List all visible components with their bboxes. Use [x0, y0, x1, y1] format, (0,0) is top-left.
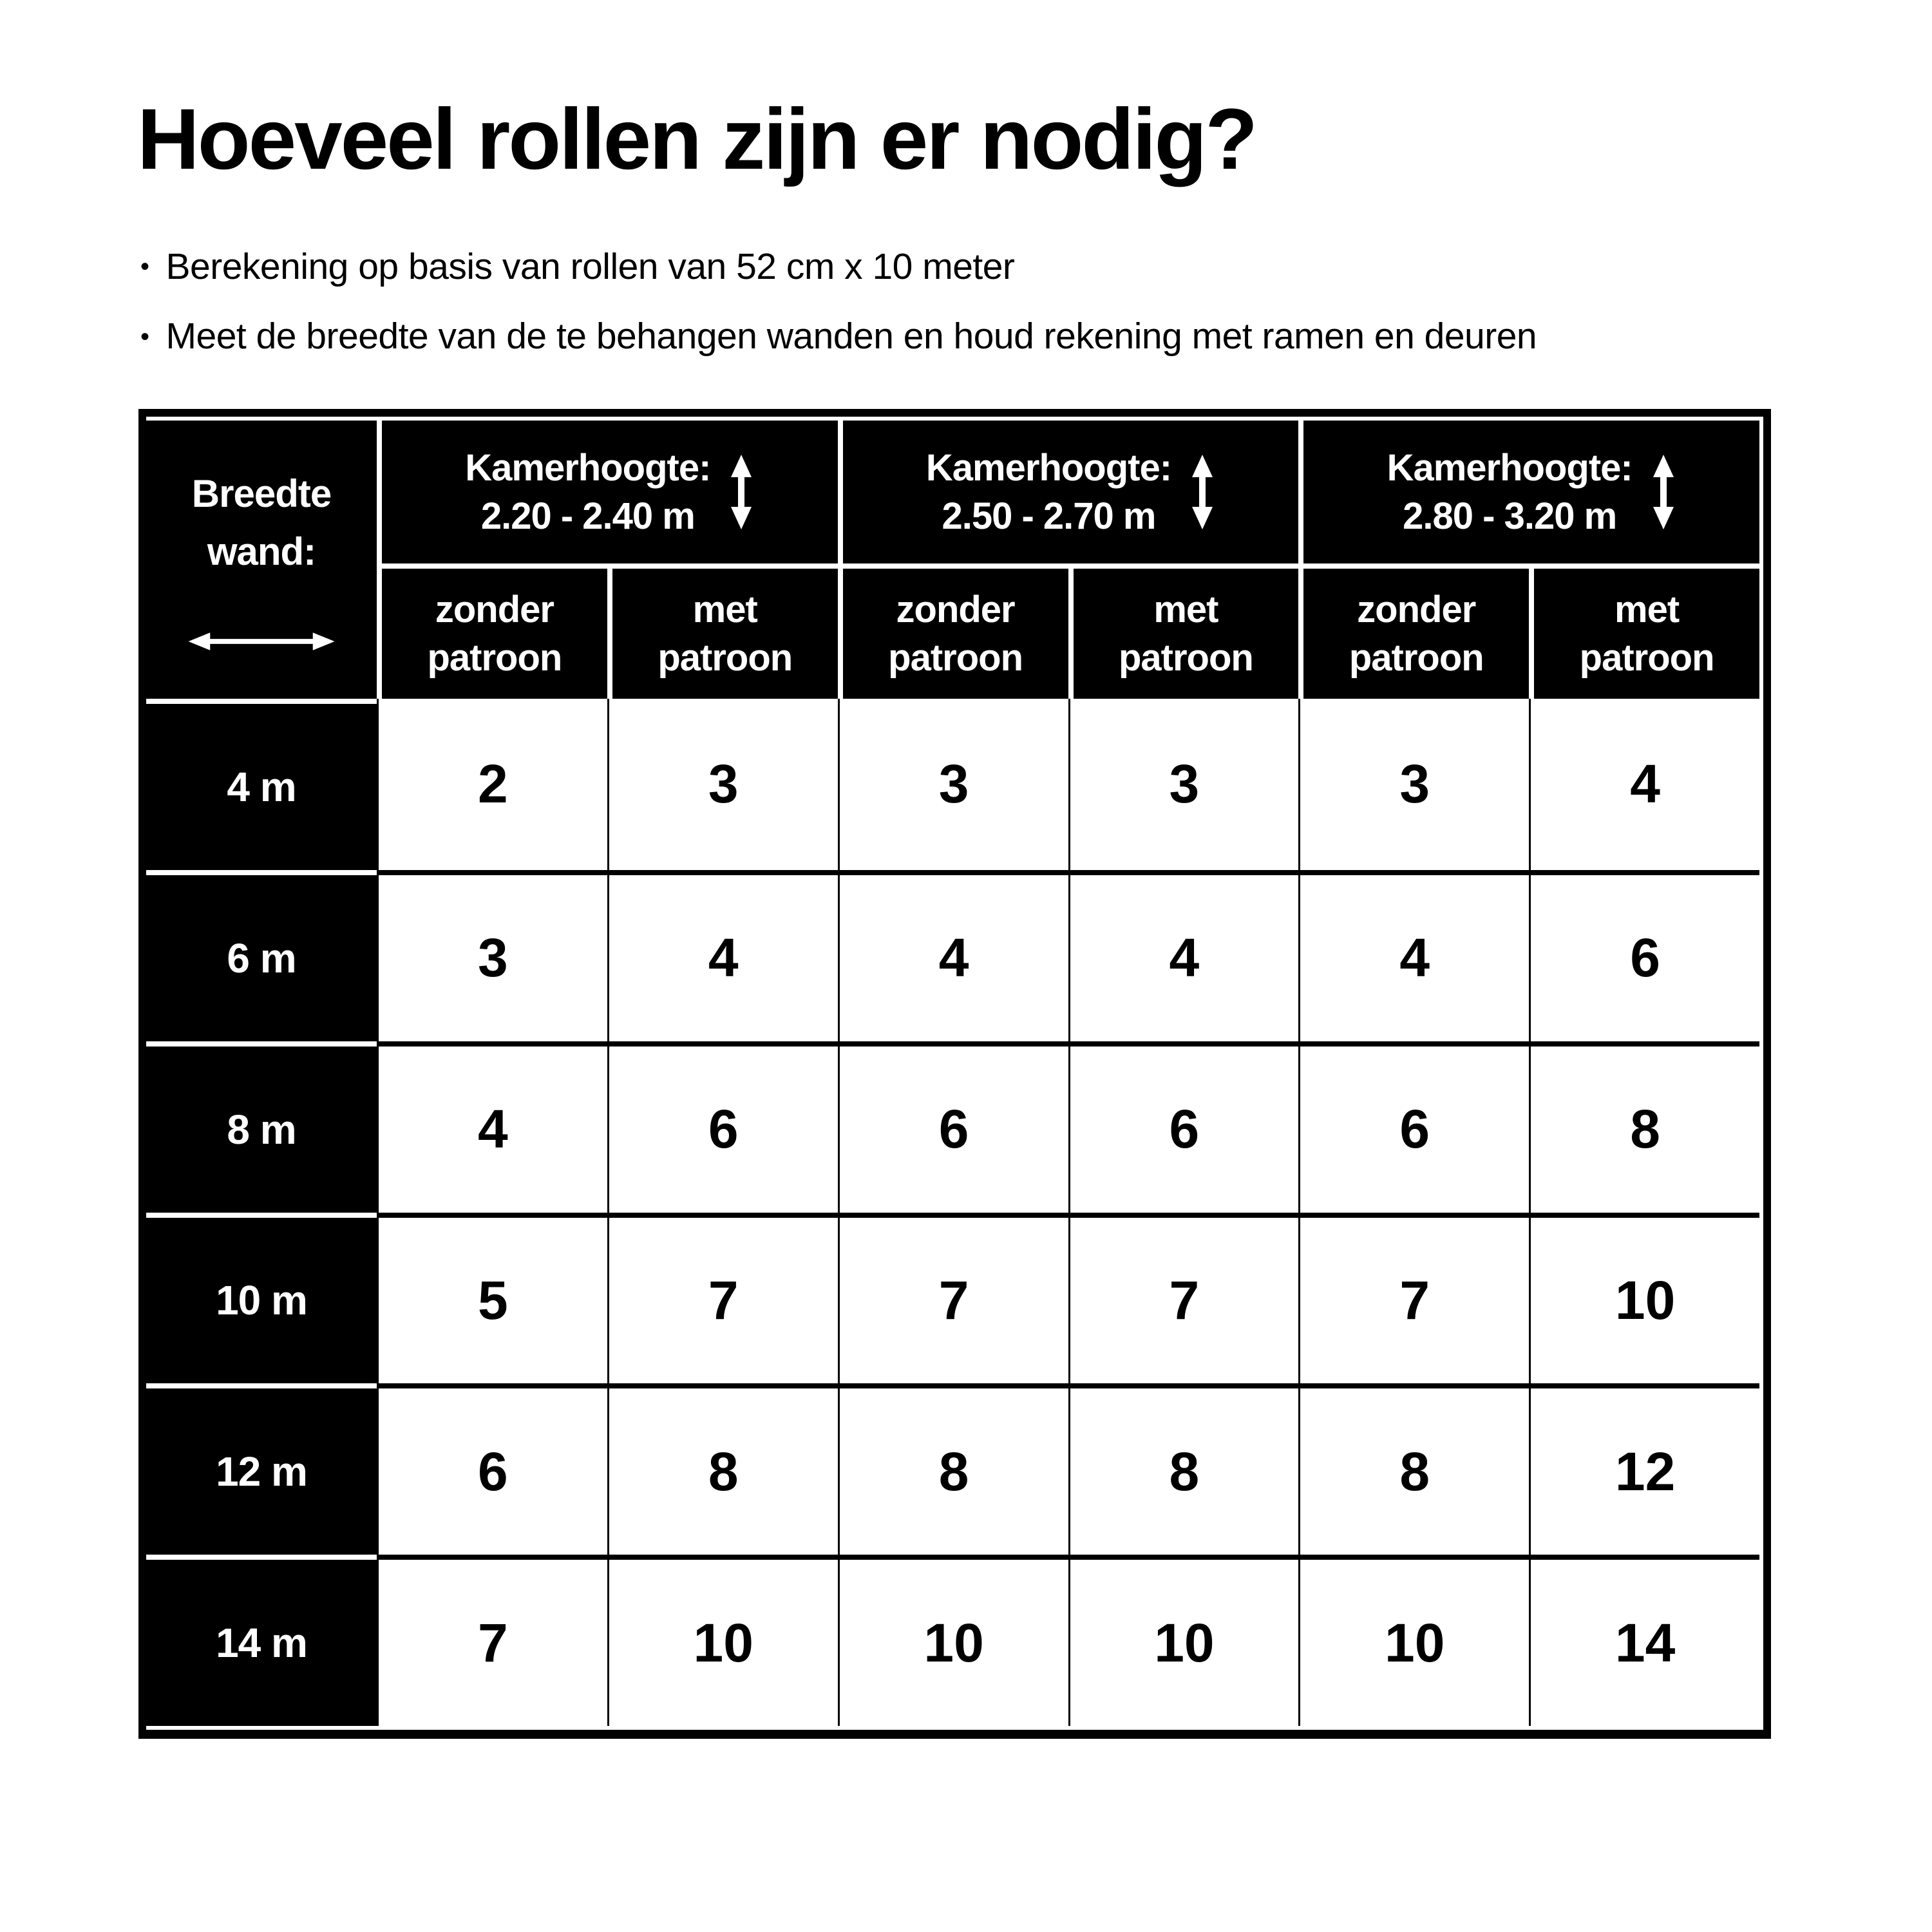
table-cell: 10 — [1068, 1555, 1299, 1726]
table-cell: 7 — [377, 1555, 607, 1726]
table-cell: 6 — [377, 1383, 607, 1555]
subheader-zonder-patroon: zonder patroon — [377, 569, 607, 699]
table-cell: 8 — [1298, 1383, 1529, 1555]
vertical-double-arrow-icon — [1651, 454, 1676, 530]
bullet-text: Meet de breedte van de te behangen wanden en houd rekening met ramen en deuren — [166, 316, 1537, 357]
table-cell: 2 — [377, 699, 607, 870]
row-label: 8 m — [146, 1041, 377, 1213]
table-cell: 4 — [1298, 870, 1529, 1041]
table-cell: 3 — [838, 699, 1068, 870]
column-group-header-kamerhoogte-3 — [1298, 421, 1759, 569]
row-label: 12 m — [146, 1383, 377, 1555]
horizontal-double-arrow-icon — [187, 629, 336, 654]
table-cell: 7 — [1068, 1213, 1299, 1384]
table-cell: 10 — [607, 1555, 838, 1726]
subheader-met-patroon: met patroon — [1529, 569, 1759, 699]
table-cell: 7 — [607, 1213, 838, 1384]
subheader-met-patroon: met patroon — [607, 569, 838, 699]
bullet-item — [140, 314, 1537, 358]
column-group-label: Kamerhoogte: 2.20 - 2.40 m — [465, 446, 711, 537]
table-cell: 4 — [1529, 699, 1759, 870]
bullet-dot: • — [140, 322, 149, 351]
page-title: Hoeveel rollen zijn er nodig? — [137, 91, 1256, 187]
table-cell: 6 — [607, 1041, 838, 1213]
rolls-needed-table-grid — [146, 417, 1763, 1730]
subheader-zonder-patroon: zonder patroon — [1298, 569, 1529, 699]
table-cell: 3 — [1068, 699, 1299, 870]
bullet-text: Berekening op basis van rollen van 52 cm x 10 meter — [166, 246, 1015, 287]
row-label: 14 m — [146, 1555, 377, 1726]
table-cell: 6 — [1068, 1041, 1299, 1213]
subheader-zonder-patroon: zonder patroon — [838, 569, 1068, 699]
corner-header-label: Breedte wand: — [191, 472, 332, 573]
table-cell: 10 — [838, 1555, 1068, 1726]
column-group-label: Kamerhoogte: 2.50 - 2.70 m — [925, 446, 1172, 537]
column-group-header-kamerhoogte-1 — [377, 421, 838, 569]
table-cell: 6 — [1529, 870, 1759, 1041]
table-cell: 8 — [838, 1383, 1068, 1555]
table-cell: 4 — [607, 870, 838, 1041]
row-label: 4 m — [146, 699, 377, 870]
table-cell: 4 — [838, 870, 1068, 1041]
bullet-dot: • — [140, 252, 149, 281]
row-label: 6 m — [146, 870, 377, 1041]
table-cell: 3 — [607, 699, 838, 870]
table-cell: 5 — [377, 1213, 607, 1384]
column-group-header-kamerhoogte-2 — [838, 421, 1299, 569]
table-cell: 8 — [607, 1383, 838, 1555]
table-cell: 7 — [1298, 1213, 1529, 1384]
table-cell: 10 — [1298, 1555, 1529, 1726]
table-cell: 8 — [1068, 1383, 1299, 1555]
subheader-met-patroon: met patroon — [1068, 569, 1299, 699]
vertical-double-arrow-icon — [1189, 454, 1215, 530]
table-cell: 8 — [1529, 1041, 1759, 1213]
corner-header-breedte-wand — [146, 421, 377, 699]
table-cell: 3 — [1298, 699, 1529, 870]
vertical-double-arrow-icon — [728, 454, 754, 530]
table-cell: 4 — [377, 1041, 607, 1213]
table-cell: 14 — [1529, 1555, 1759, 1726]
table-cell: 4 — [1068, 870, 1299, 1041]
row-label: 10 m — [146, 1213, 377, 1384]
table-cell: 6 — [1298, 1041, 1529, 1213]
column-group-label: Kamerhoogte: 2.80 - 3.20 m — [1387, 446, 1633, 537]
table-cell: 7 — [838, 1213, 1068, 1384]
rolls-needed-table — [138, 409, 1771, 1739]
table-cell: 12 — [1529, 1383, 1759, 1555]
table-cell: 6 — [838, 1041, 1068, 1213]
bullet-item — [140, 245, 1537, 289]
table-cell: 10 — [1529, 1213, 1759, 1384]
table-cell: 3 — [377, 870, 607, 1041]
bullet-list — [140, 245, 1537, 384]
